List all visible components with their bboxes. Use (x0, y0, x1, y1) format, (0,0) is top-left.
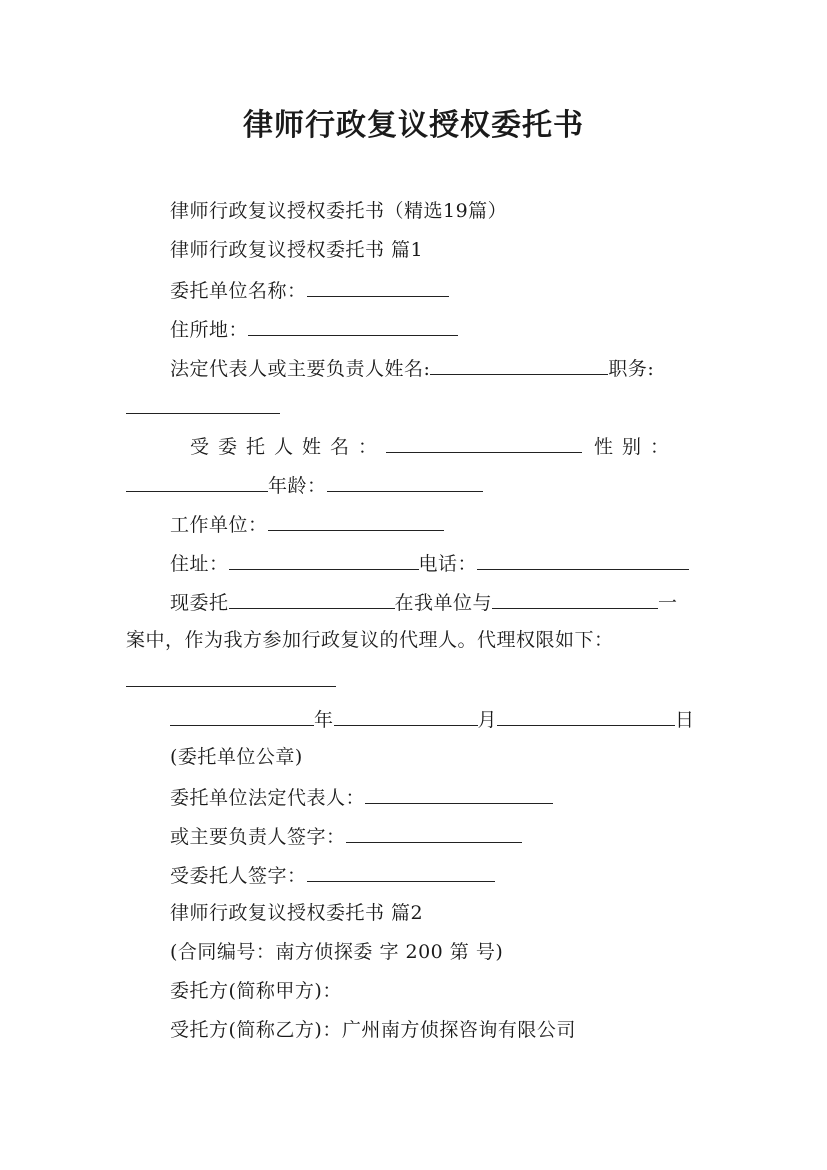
legal-rep-sign-line (170, 783, 553, 811)
address-blank[interactable] (248, 315, 458, 336)
section-heading-2-text: 律师行政复议授权委托书 篇2 (170, 902, 424, 924)
address-label: 住所地： (170, 319, 249, 341)
legal-rep-label: 法定代表人或主要负责人姓名: (170, 358, 431, 380)
residence-phone-line (170, 549, 689, 577)
year-label: 年 (314, 709, 334, 731)
contract-number-line (170, 939, 503, 965)
position-blank[interactable] (126, 393, 280, 414)
gender-blank[interactable] (126, 471, 268, 492)
trustee-sign-blank[interactable] (307, 861, 495, 882)
entrust-line (170, 588, 678, 616)
legal-rep-sign-blank[interactable] (365, 783, 553, 804)
trustee-sign-label: 受委托人签字： (170, 865, 307, 887)
subtitle-line (170, 198, 507, 224)
age-line (126, 471, 483, 499)
party-a-line (170, 978, 342, 1004)
contract-number-text: (合同编号：南方侦探委 字 200 第 号) (170, 941, 504, 963)
client-name-line (170, 276, 449, 304)
seal-text: (委托单位公章) (170, 746, 303, 768)
residence-label: 住址： (170, 553, 229, 575)
party-b-line (170, 1017, 576, 1043)
position-label: 职务: (608, 358, 655, 380)
workplace-line (170, 510, 444, 538)
one-label: 一 (658, 592, 678, 614)
legal-rep-line (170, 354, 654, 382)
trustee-sign-line (170, 861, 495, 889)
legal-rep-sign-label: 委托单位法定代表人： (170, 787, 366, 809)
section-heading-2 (170, 900, 423, 926)
workplace-label: 工作单位： (170, 514, 268, 536)
party-a-text: 委托方(简称甲方)： (170, 980, 342, 1002)
trustee-name-blank[interactable] (386, 432, 582, 453)
with-label: 在我单位与 (394, 592, 493, 614)
day-label: 日 (675, 709, 695, 731)
section-heading-1 (170, 237, 423, 263)
principal-sign-line (170, 822, 522, 850)
phone-blank[interactable] (477, 549, 689, 570)
year-blank[interactable] (170, 705, 314, 726)
party-b-text: 受托方(简称乙方)：广州南方侦探咨询有限公司 (170, 1019, 576, 1041)
trustee-name-line (190, 432, 678, 460)
gender-label: 性别： (594, 436, 679, 458)
counterparty-blank[interactable] (492, 588, 658, 609)
authority-line (126, 627, 614, 653)
authority-text: 案中，作为我方参加行政复议的代理人。代理权限如下： (126, 629, 614, 651)
age-blank[interactable] (327, 471, 483, 492)
authority-blank[interactable] (126, 666, 336, 687)
seal-line (170, 744, 303, 770)
subtitle-text: 律师行政复议授权委托书（精选19篇） (170, 200, 508, 222)
legal-rep-blank[interactable] (430, 354, 608, 375)
authority-blank-line (126, 666, 336, 694)
month-blank[interactable] (334, 705, 478, 726)
section-heading-1-text: 律师行政复议授权委托书 篇1 (170, 239, 424, 261)
position-blank-line (126, 393, 280, 421)
entrust-blank[interactable] (229, 588, 395, 609)
principal-sign-label: 或主要负责人签字： (170, 826, 346, 848)
document-title: 律师行政复议授权委托书 (243, 108, 584, 143)
client-name-blank[interactable] (307, 276, 449, 297)
age-label: 年龄： (268, 475, 327, 497)
workplace-blank[interactable] (268, 510, 444, 531)
address-line (170, 315, 458, 343)
residence-blank[interactable] (229, 549, 419, 570)
principal-sign-blank[interactable] (346, 822, 522, 843)
trustee-name-label: 受委托人姓名： (190, 436, 387, 458)
phone-label: 电话： (418, 553, 478, 575)
client-name-label: 委托单位名称： (170, 280, 307, 302)
entrust-label: 现委托 (170, 592, 229, 614)
date-line (170, 705, 695, 733)
day-blank[interactable] (497, 705, 675, 726)
month-label: 月 (477, 709, 498, 731)
